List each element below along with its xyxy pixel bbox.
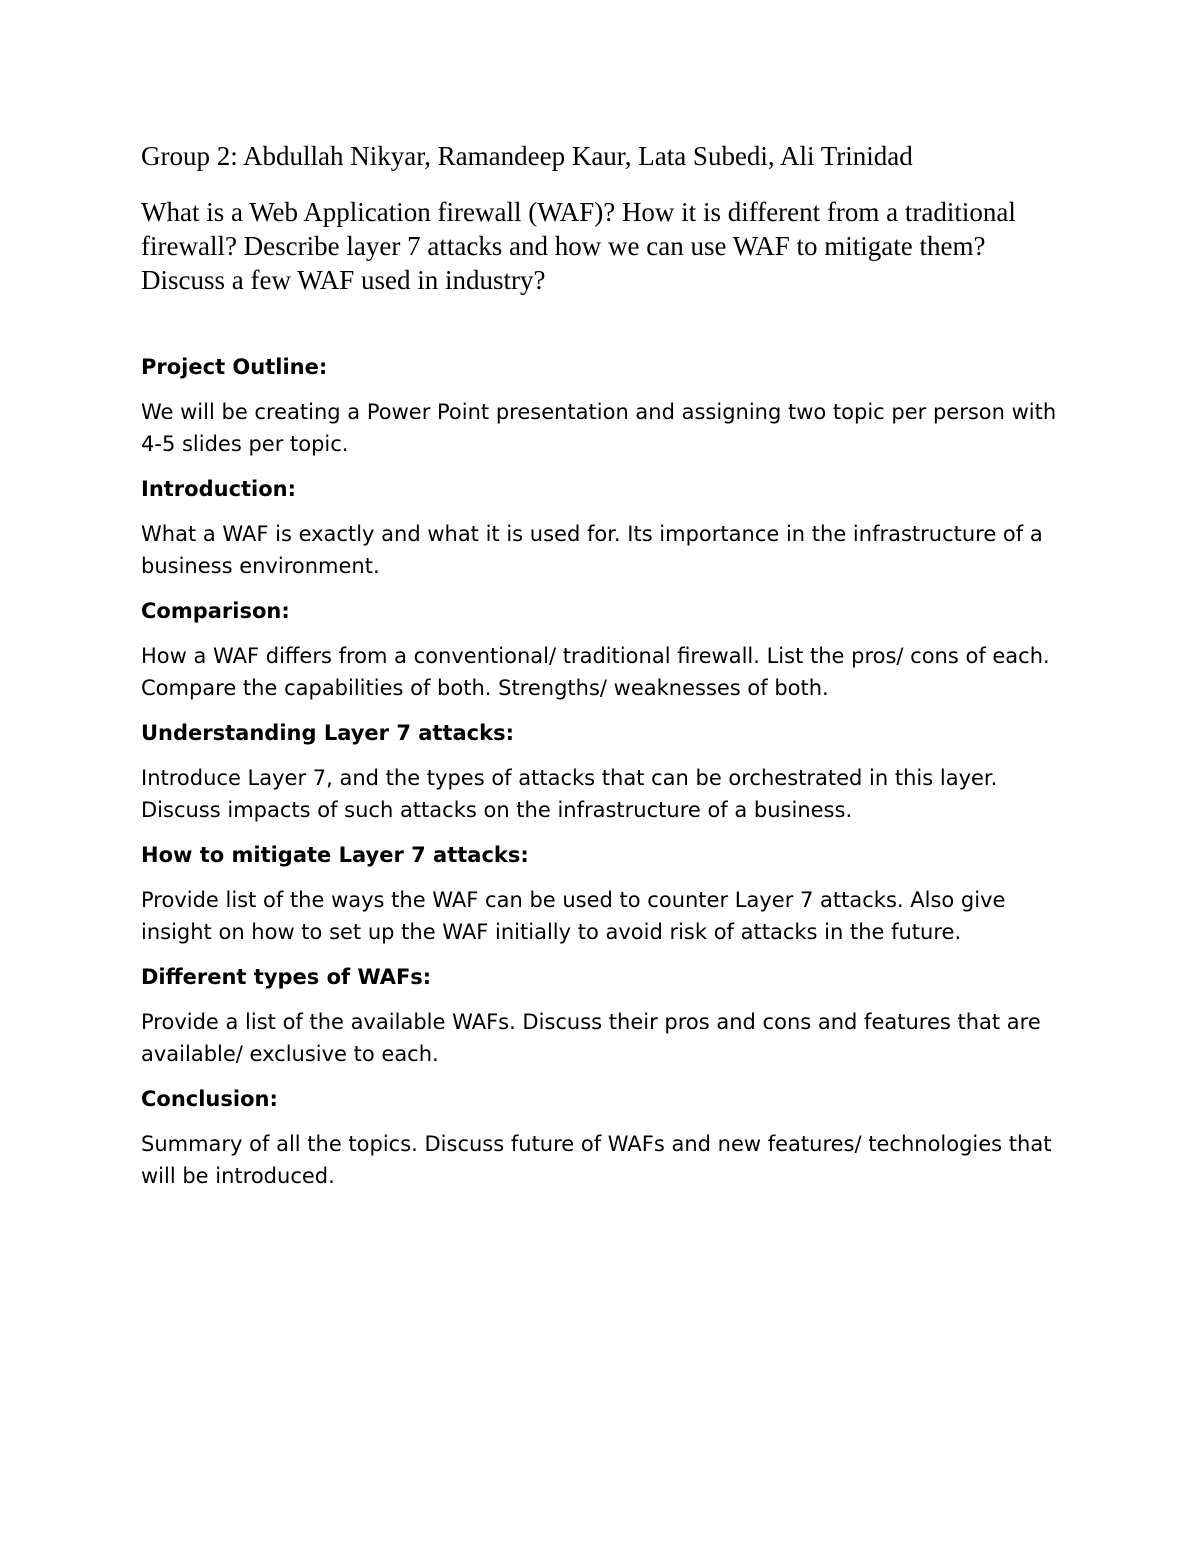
section-project-outline [141,352,1071,460]
section-understanding-layer-7 [141,718,1071,826]
section-body: Provide a list of the available WAFs. Discuss their pros and cons and features that are available/ exclusive to each. [141,1010,1041,1066]
section-body: What a WAF is exactly and what it is used for. Its importance in the infrastructure of a business environment. [141,522,1043,578]
section-heading: Project Outline: [141,355,328,379]
section-conclusion [141,1084,1071,1192]
section-body: How a WAF differs from a conventional/ traditional firewall. List the pros/ cons of each. Compare the capabilities of both. Strengths/ weaknesses of both. [141,644,1050,700]
section-mitigate-layer-7 [141,840,1071,948]
section-heading: Different types of WAFs: [141,965,432,989]
assignment-question: What is a Web Application firewall (WAF)? How it is different from a traditional firewall? Describe layer 7 attacks and how we can use WAF to mitigate them? Discuss a few WAF used in industry? [141,197,1016,295]
section-comparison [141,596,1071,704]
section-heading: Understanding Layer 7 attacks: [141,721,514,745]
section-body: Summary of all the topics. Discuss future of WAFs and new features/ technologies that will be introduced. [141,1132,1052,1188]
section-heading: How to mitigate Layer 7 attacks: [141,843,529,867]
section-heading: Conclusion: [141,1087,278,1111]
section-types-of-wafs [141,962,1071,1070]
document-page [141,139,1071,1206]
section-body: Provide list of the ways the WAF can be used to counter Layer 7 attacks. Also give insight on how to set up the WAF initially to avoid risk of attacks in the future. [141,888,1006,944]
section-heading: Introduction: [141,477,297,501]
section-body: Introduce Layer 7, and the types of attacks that can be orchestrated in this layer. Discuss impacts of such attacks on the infrastructure of a business. [141,766,998,822]
group-members-line: Group 2: Abdullah Nikyar, Ramandeep Kaur, Lata Subedi, Ali Trinidad [141,141,913,171]
section-body: We will be creating a Power Point presentation and assigning two topic per person with 4-5 slides per topic. [141,400,1057,456]
section-heading: Comparison: [141,599,290,623]
section-introduction [141,474,1071,582]
